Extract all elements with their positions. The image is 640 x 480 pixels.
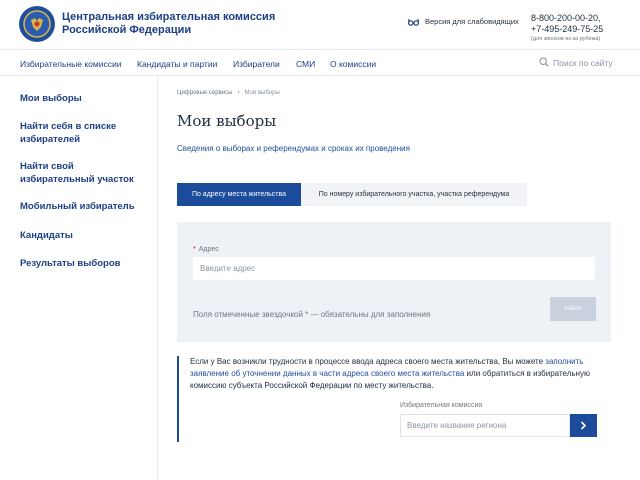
site-search[interactable] bbox=[539, 57, 613, 69]
commission-label: Избирательная комиссия bbox=[400, 402, 483, 409]
phone-secondary[interactable]: +7-495-249-75-25 bbox=[531, 24, 604, 34]
required-mark: * bbox=[193, 246, 196, 253]
site-header bbox=[0, 0, 640, 50]
breadcrumb bbox=[177, 90, 280, 96]
region-input[interactable] bbox=[400, 414, 570, 437]
nav-item-about[interactable]: О комиссии bbox=[330, 59, 377, 69]
main-nav bbox=[0, 50, 640, 76]
breadcrumb-separator: › bbox=[237, 90, 240, 96]
clarify-address-link[interactable]: заполнить заявление об уточнении данных в части адреса своего места жительства bbox=[190, 357, 584, 378]
nav-item-candidates-parties[interactable]: Кандидаты и партии bbox=[137, 59, 218, 69]
chevron-right-icon bbox=[580, 417, 587, 435]
address-field-label bbox=[193, 246, 219, 253]
sidebar-item-results[interactable]: Результаты выборов bbox=[20, 258, 121, 269]
accessibility-version-link[interactable] bbox=[408, 17, 519, 26]
sidebar bbox=[0, 77, 158, 480]
glasses-icon bbox=[408, 18, 419, 26]
org-name-line1: Центральная избирательная комиссия bbox=[62, 11, 276, 23]
breadcrumb-item-current: Мои выборы bbox=[244, 90, 280, 96]
page-subtitle: Сведения о выборах и референдумах и сроках их проведения bbox=[177, 144, 410, 153]
address-input[interactable] bbox=[193, 257, 595, 280]
address-search-form bbox=[177, 222, 611, 342]
help-text-before: Если у Вас возникли трудности в процессе ввода адреса своего места жительства, Вы можете bbox=[190, 357, 546, 366]
sidebar-item-find-station[interactable]: Найти свой избирательный участок bbox=[20, 161, 134, 185]
address-help-block bbox=[177, 356, 611, 442]
nav-item-media[interactable]: СМИ bbox=[296, 59, 316, 69]
nav-item-voters[interactable]: Избиратели bbox=[233, 59, 280, 69]
contact-phones bbox=[531, 13, 603, 44]
region-go-button[interactable] bbox=[570, 414, 597, 437]
search-label: Поиск по сайту bbox=[553, 58, 613, 68]
address-label-text: Адрес bbox=[198, 246, 219, 253]
page-title: Мои выборы bbox=[177, 112, 277, 130]
search-icon bbox=[539, 57, 549, 69]
sidebar-item-candidates[interactable]: Кандидаты bbox=[20, 230, 73, 241]
org-name-line2: Российской Федерации bbox=[62, 24, 192, 36]
nav-item-commissions[interactable]: Избирательные комиссии bbox=[20, 59, 122, 69]
sidebar-item-find-in-list[interactable]: Найти себя в списке избирателей bbox=[20, 121, 117, 145]
tab-by-address[interactable]: По адресу места жительства bbox=[177, 183, 301, 206]
address-help-text bbox=[190, 356, 600, 392]
sidebar-item-mobile-voter[interactable]: Мобильный избиратель bbox=[20, 201, 135, 212]
tab-by-station-number[interactable]: По номеру избирательного участка, участка референдума bbox=[301, 183, 527, 206]
phone-primary[interactable]: 8-800-200-00-20, bbox=[531, 13, 601, 23]
emblem-icon[interactable] bbox=[19, 6, 55, 42]
help-text-after: или обратиться в избирательную комиссию субъекта Российской Федерации по месту жительства. bbox=[190, 369, 590, 390]
breadcrumb-item-digital-services[interactable]: Цифровые сервисы bbox=[177, 90, 233, 96]
org-name[interactable] bbox=[62, 11, 292, 37]
required-fields-note: Поля отмеченные звездочкой * — обязательны для заполнения bbox=[193, 310, 431, 319]
accessibility-version-label: Версия для слабовидящих bbox=[425, 17, 519, 26]
find-button[interactable]: Найти bbox=[550, 297, 596, 321]
phone-note: (для звонков из-за рубежа) bbox=[531, 36, 601, 42]
sidebar-item-my-elections[interactable]: Мои выборы bbox=[20, 93, 82, 104]
